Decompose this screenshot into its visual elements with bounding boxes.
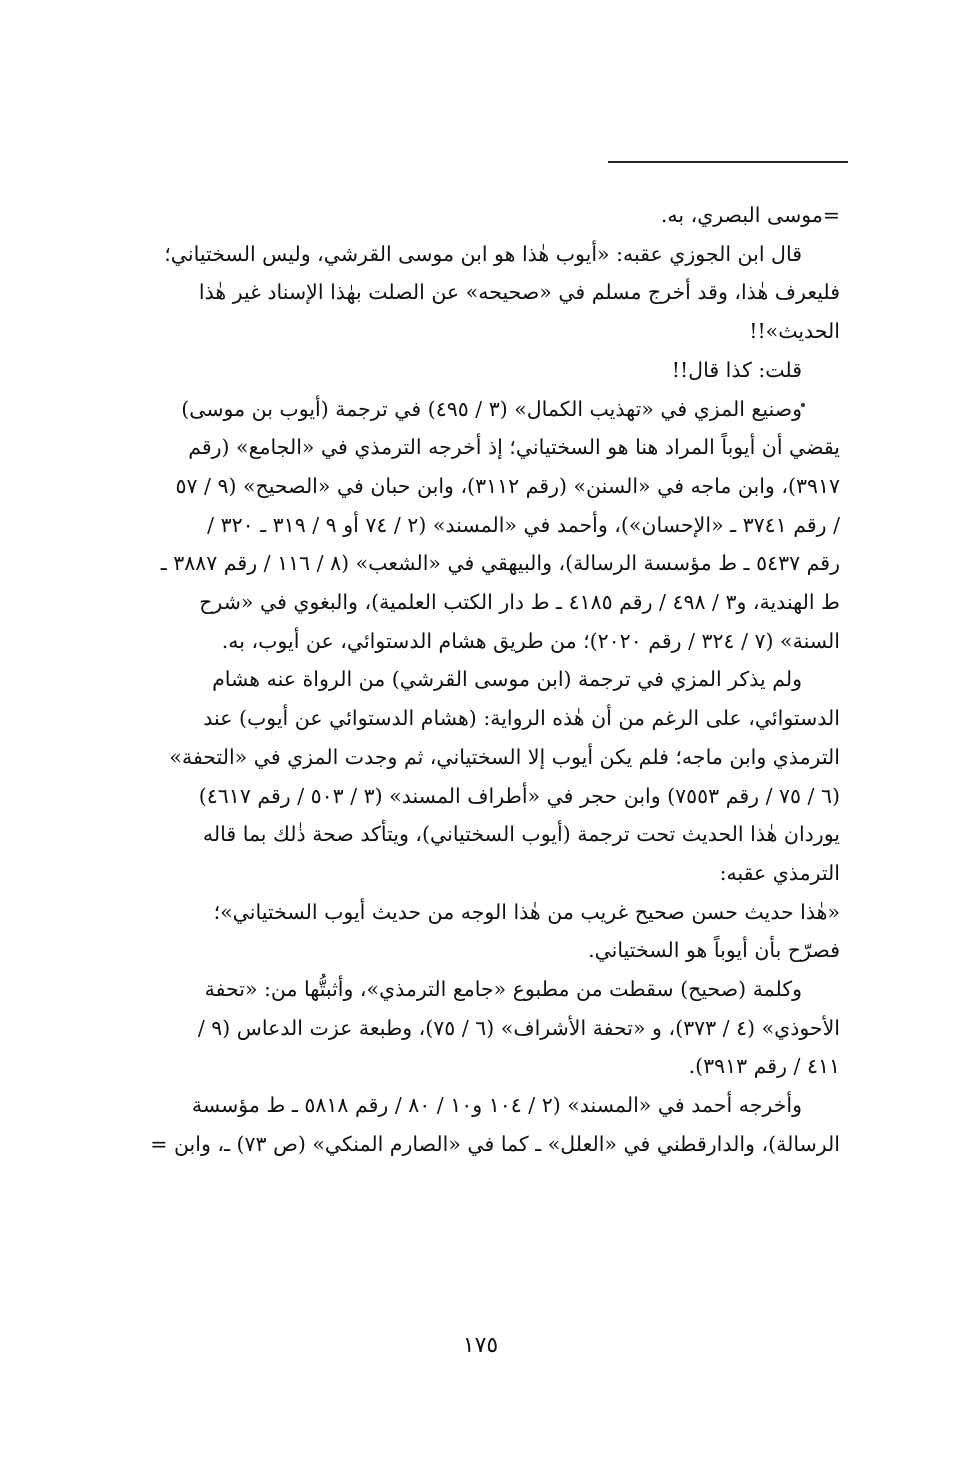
text-line: السنة» (٧ / ٣٢٤ / رقم ٢٠٢٠)؛ من طريق هشام الدستوائي، عن أيوب، به.: [221, 628, 840, 653]
text-line: وصنيع المزي في «تهذيب الكمال» (٣ / ٤٩٥) في ترجمة (أيوب بن موسى): [181, 396, 802, 421]
text-line: فصرّح بأن أيوباً هو السختياني.: [588, 938, 840, 963]
text-line: وكلمة (صحيح) سقطت من مطبوع «جامع الترمذي»، وأثبتُّها من: «تحفة: [204, 977, 802, 1002]
text-line: الأحوذي» (٤ / ٣٧٣)، و «تحفة الأشراف» (٦ / ٧٥)، وطبعة عزت الدعاس (٩ /: [197, 1015, 840, 1040]
text-line: ٤١١ / رقم ٣٩١٣).: [688, 1054, 840, 1079]
text-line: فليعرف هٰذا، وقد أخرج مسلم في «صحيحه» عن الصلت بهٰذا الإسناد غير هٰذا: [198, 280, 840, 305]
page-number: ١٧٥: [462, 1333, 499, 1358]
text-line: الرسالة)، والدارقطني في «العلل» ـ كما في «الصارم المنكي» (ص ٧٣) ـ، وابن =: [150, 1131, 840, 1156]
footnote-separator-rule: [608, 161, 848, 163]
text-line: يقضي أن أيوباً المراد هنا هو السختياني؛ إذ أخرجه الترمذي في «الجامع» (رقم: [188, 435, 840, 460]
text-line: وأخرجه أحمد في «المسند» (٢ / ١٠٤ و١٠ / ٨٠ / رقم ٥٨١٨ ـ ط مؤسسة: [191, 1093, 802, 1118]
text-line: (٦ / ٧٥ / رقم ٧٥٥٣) وابن حجر في «أطراف المسند» (٣ / ٥٠٣ / رقم ٤٦١٧): [198, 783, 840, 808]
text-line: قلت: كذا قال!!: [671, 357, 802, 382]
text-line: ط الهندية، و٣ / ٤٩٨ / رقم ٤١٨٥ ـ ط دار الكتب العلمية)، والبغوي في «شرح: [199, 590, 840, 615]
text-line: الترمذي عقبه:: [719, 860, 840, 885]
text-line: الدستوائي، على الرغم من أن هٰذه الرواية: (هشام الدستوائي عن أيوب) عند: [203, 706, 840, 731]
text-line: يوردان هٰذا الحديث تحت ترجمة (أيوب السختياني)، ويتأكد صحة ذٰلك بما قاله: [202, 822, 840, 847]
text-line: ٣٩١٧)، وابن ماجه في «السنن» (رقم ٣١١٢)، وابن حبان في «الصحيح» (٩ / ٥٧: [175, 473, 840, 498]
text-line: الحديث»!!: [749, 319, 840, 344]
text-line: / رقم ٣٧٤١ ـ «الإحسان»)، وأحمد في «المسند» (٢ / ٧٤ أو ٩ / ٣١٩ ـ ٣٢٠ /: [207, 512, 840, 537]
text-line: رقم ٥٤٣٧ ـ ط مؤسسة الرسالة)، والبيهقي في «الشعب» (٨ / ١١٦ / رقم ٣٨٨٧ ـ: [160, 551, 840, 576]
text-line: =موسى البصري، به.: [660, 203, 840, 227]
text-line: ولم يذكر المزي في ترجمة (ابن موسى القرشي) من الرواة عنه هشام: [212, 667, 802, 692]
text-line: الترمذي وابن ماجه؛ فلم يكن أيوب إلا السختياني، ثم وجدت المزي في «التحفة»: [169, 744, 840, 769]
text-line: «هٰذا حديث حسن صحيح غريب من هٰذا الوجه من حديث أيوب السختياني»؛: [213, 899, 840, 924]
footnote-text-block: [128, 196, 840, 1164]
text-line: قال ابن الجوزي عقبه: «أيوب هٰذا هو ابن موسى القرشي، وليس السختياني؛: [164, 241, 802, 266]
